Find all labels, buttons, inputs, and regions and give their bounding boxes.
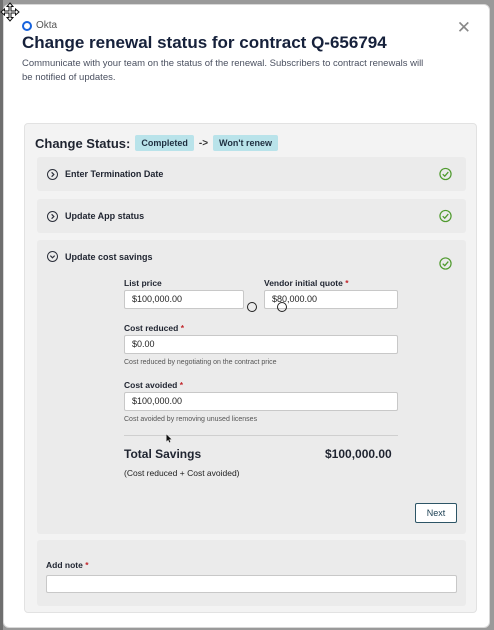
okta-logo-icon <box>22 21 32 31</box>
dialog-subtitle: Communicate with your team on the status of the renewal. Subscribers to contract renewals will be notified of updates. <box>22 58 424 83</box>
list-price-label: List price <box>124 278 162 288</box>
vendor-quote-label: Vendor initial quote * <box>264 278 349 288</box>
vendor-tag <box>22 20 57 31</box>
cost-avoided-label: Cost avoided * <box>124 380 184 390</box>
pointer-cursor-icon <box>166 434 172 443</box>
step-cost-savings-header[interactable] <box>47 251 153 262</box>
step-cost-savings <box>37 240 466 534</box>
chevron-down-icon <box>47 251 58 262</box>
step-label: Update cost savings <box>65 251 153 262</box>
cost-reduced-hint: Cost reduced by negotiating on the contract price <box>124 359 277 366</box>
status-panel <box>24 123 477 613</box>
note-section <box>37 540 466 606</box>
check-circle-icon <box>439 168 452 181</box>
status-to-badge: Won't renew <box>213 135 278 151</box>
step-label: Update App status <box>65 211 145 221</box>
chevron-right-icon <box>47 211 58 222</box>
status-label: Change Status: <box>35 135 131 151</box>
step-termination-date[interactable] <box>37 157 466 191</box>
cost-avoided-hint: Cost avoided by removing unused licenses <box>124 416 258 423</box>
status-change <box>35 135 278 151</box>
next-button[interactable]: Next <box>415 503 457 523</box>
total-savings-label: Total Savings <box>124 447 202 461</box>
check-circle-icon <box>439 210 452 223</box>
step-label: Enter Termination Date <box>65 169 164 179</box>
dialog-title: Change renewal status for contract Q-656794 <box>22 33 387 52</box>
step-app-status[interactable] <box>37 199 466 233</box>
list-price-field[interactable]: $100,000.00 <box>124 290 244 309</box>
check-circle-icon <box>439 257 452 270</box>
move-cursor-icon <box>0 2 20 22</box>
drag-handle-right[interactable] <box>277 302 287 312</box>
add-note-label: Add note * <box>46 560 89 570</box>
status-from-badge: Completed <box>135 135 194 151</box>
renewal-status-dialog <box>3 4 490 628</box>
cost-avoided-field[interactable]: $100,000.00 <box>124 392 398 411</box>
cost-reduced-field[interactable]: $0.00 <box>124 335 398 354</box>
drag-handle-left[interactable] <box>247 302 257 312</box>
total-savings-value: $100,000.00 <box>325 447 392 461</box>
vendor-name: Okta <box>36 20 58 31</box>
cost-reduced-label: Cost reduced * <box>124 323 185 333</box>
add-note-input[interactable] <box>46 575 457 593</box>
total-savings-formula: (Cost reduced + Cost avoided) <box>124 468 240 478</box>
vendor-quote-field[interactable]: $80,000.00 <box>264 290 398 309</box>
close-icon[interactable]: ✕ <box>456 18 471 37</box>
chevron-right-icon <box>47 169 58 180</box>
status-arrow: -> <box>198 137 209 149</box>
